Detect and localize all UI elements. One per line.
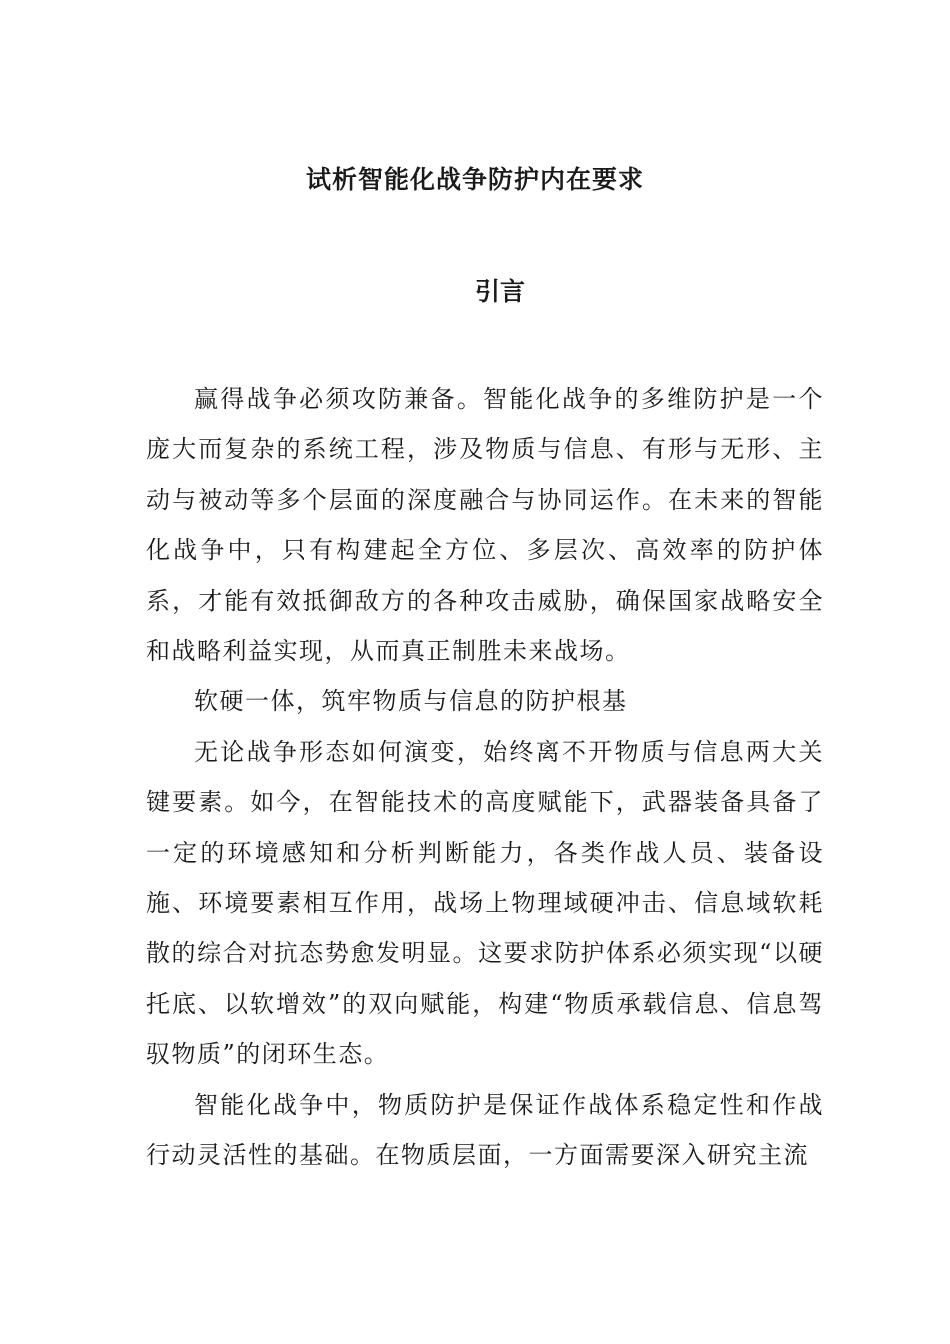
paragraph-material-information: 无论战争形态如何演变，始终离不开物质与信息两大关键要素。如今，在智能技术的高度赋能下，武器装备具备了一定的环境感知和分析判断能力，各类作战人员、装备设施、环境要素相互作用，战场上物理域硬冲击、信息域软耗散的综合对抗态势愈发明显。这要求防护体系必须实现“以硬托底、以软增效”的双向赋能，构建“物质承载信息、信息驾驭物质”的闭环生态。 <box>146 737 824 1069</box>
subheading-software-hardware: 软硬一体，筑牢物质与信息的防护根基 <box>194 687 628 716</box>
document-title: 试析智能化战争防护内在要求 <box>305 165 644 194</box>
document-body <box>146 374 824 1181</box>
paragraph-material-protection: 智能化战争中，物质防护是保证作战体系稳定性和作战行动灵活性的基础。在物质层面，一方面需要深入研究主流 <box>146 1090 824 1170</box>
paragraph-intro: 赢得战争必须攻防兼备。智能化战争的多维防护是一个庞大而复杂的系统工程，涉及物质与信息、有形与无形、主动与被动等多个层面的深度融合与协同运作。在未来的智能化战争中，只有构建起全方位、多层次、高效率的防护体系，才能有效抵御敌方的各种攻击威胁，确保国家战略安全和战略利益实现，从而真正制胜未来战场。 <box>146 385 824 666</box>
section-heading-intro: 引言 <box>474 277 525 306</box>
